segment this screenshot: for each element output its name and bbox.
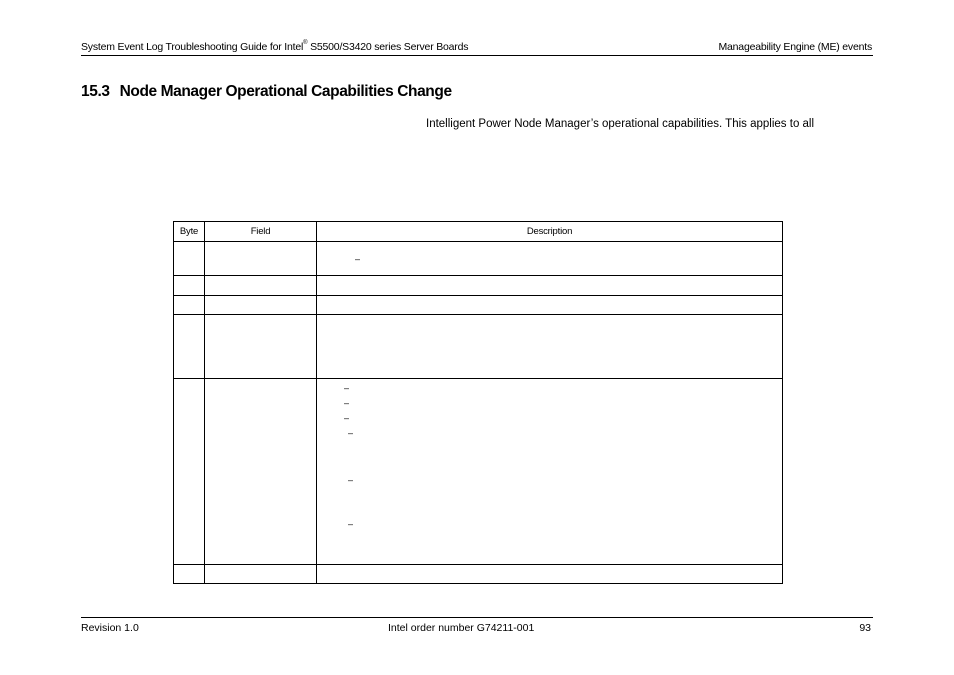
field-cell [205, 276, 317, 296]
section-heading [81, 83, 452, 101]
header-title-suffix: S5500/S3420 series Server Boards [307, 41, 469, 53]
byte-cell [174, 242, 205, 276]
header-rule [81, 55, 873, 56]
table-header-row [174, 222, 783, 242]
field-cell [205, 296, 317, 315]
event-format-table [173, 221, 783, 584]
page-number: 93 [859, 622, 871, 634]
description-cell [317, 379, 783, 565]
dash-bullet: – [344, 383, 350, 393]
table-row [174, 315, 783, 379]
table-row [174, 565, 783, 584]
dash-bullet: – [348, 428, 354, 438]
dash-bullet: – [344, 398, 350, 408]
byte-cell [174, 276, 205, 296]
header-description: Description [317, 222, 783, 242]
table-row [174, 242, 783, 276]
field-cell [205, 565, 317, 584]
field-cell [205, 242, 317, 276]
table-row [174, 379, 783, 565]
running-header-title [81, 41, 468, 53]
registered-mark: ® [303, 40, 308, 46]
description-cell [317, 565, 783, 584]
footer-order-number: Intel order number G74211-001 [388, 622, 535, 634]
table-row [174, 296, 783, 315]
header-byte: Byte [174, 222, 205, 242]
description-cell [317, 296, 783, 315]
section-number: 15.3 [81, 83, 110, 100]
footer-rule [81, 617, 873, 618]
field-cell [205, 379, 317, 565]
byte-cell [174, 315, 205, 379]
byte-cell [174, 565, 205, 584]
section-title: Node Manager Operational Capabilities Change [119, 83, 452, 100]
header-field: Field [205, 222, 317, 242]
description-cell [317, 315, 783, 379]
field-cell [205, 315, 317, 379]
dash-bullet: – [348, 519, 354, 529]
byte-cell [174, 296, 205, 315]
section-intro-text: Intelligent Power Node Manager’s operational capabilities. This applies to all [426, 118, 815, 130]
dash-bullet: – [344, 413, 350, 423]
dash-bullet: – [355, 254, 361, 264]
header-title-text: System Event Log Troubleshooting Guide for Intel [81, 41, 304, 53]
running-header-chapter: Manageability Engine (ME) events [718, 41, 872, 53]
dash-bullet: – [348, 475, 354, 485]
table-row [174, 276, 783, 296]
byte-cell [174, 379, 205, 565]
description-cell [317, 276, 783, 296]
footer-revision: Revision 1.0 [81, 622, 139, 634]
description-cell [317, 242, 783, 276]
